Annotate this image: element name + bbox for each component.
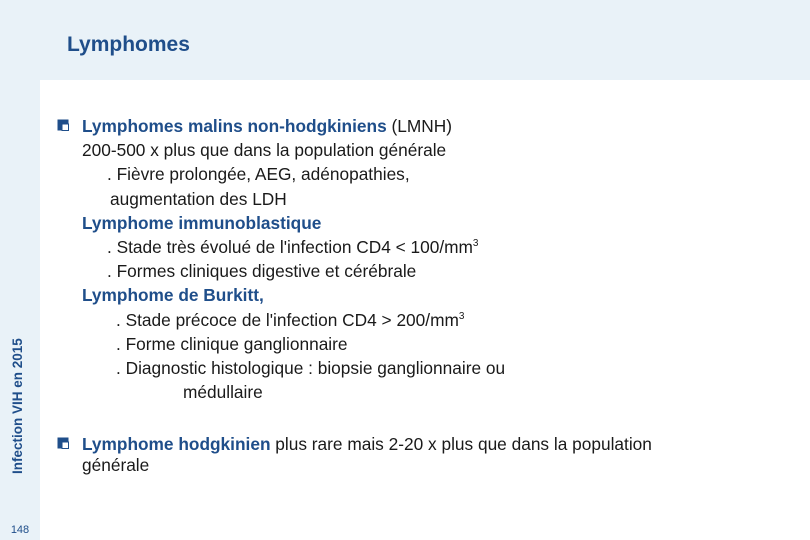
checkbox-bullet-icon	[57, 437, 69, 449]
text-line	[58, 308, 798, 332]
superscript: 3	[472, 238, 479, 250]
sidebar-vertical-label: Infection VIH en 2015	[10, 338, 25, 474]
text-line: . Formes cliniques digestive et cérébrale	[107, 261, 417, 282]
slide-content	[58, 114, 798, 477]
bullet-lead-rest: plus rare mais 2-20 x plus que dans la population	[270, 434, 652, 455]
text-line: . Forme clinique ganglionnaire	[116, 333, 348, 354]
subheading-burkitt: Lymphome de Burkitt,	[82, 285, 264, 306]
text-line-main: . Stade très évolué de l'infection CD4 < 100/mm	[107, 237, 473, 258]
slide-title: Lymphomes	[67, 33, 190, 56]
text-line: . Diagnostic histologique : biopsie ganglionnaire ou	[116, 358, 506, 379]
bullet-lead-rest: (LMNH)	[386, 116, 452, 136]
text-line	[58, 235, 798, 259]
text-line: . Fièvre prolongée, AEG, adénopathies,	[107, 164, 410, 185]
text-line: 200-500 x plus que dans la population générale	[82, 140, 447, 161]
text-line: médullaire	[183, 382, 263, 403]
superscript: 3	[458, 310, 465, 322]
text-line: générale	[82, 454, 150, 475]
bullet-lead-bold: Lymphome hodgkinien	[82, 434, 271, 455]
bullet-item-lmnh	[58, 114, 798, 138]
checkbox-bullet-icon	[57, 119, 69, 131]
bullet-lead-bold: Lymphomes malins non-hodgkiniens	[82, 116, 387, 136]
subheading-immunoblastique: Lymphome immunoblastique	[82, 212, 322, 233]
text-line-main: . Stade précoce de l'infection CD4 > 200/mm	[116, 309, 459, 330]
page-number: 148	[10, 524, 30, 536]
text-line: augmentation des LDH	[110, 188, 287, 209]
